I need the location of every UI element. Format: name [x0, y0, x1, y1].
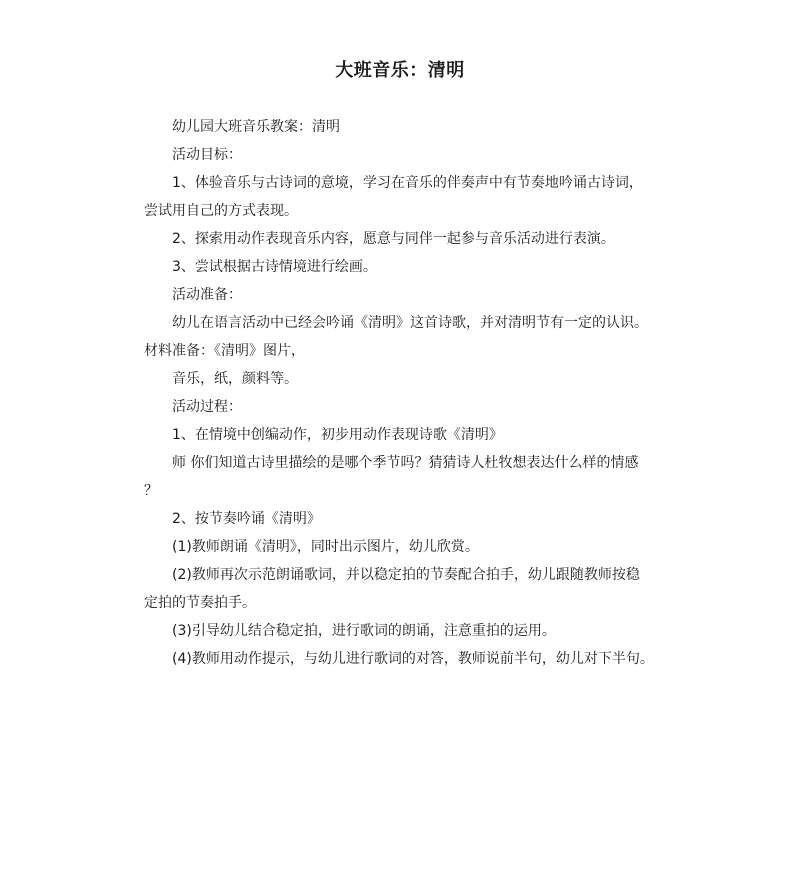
paragraph: (2)教师再次示范朗诵歌词，并以稳定拍的节奏配合拍手，幼儿跟随教师按稳 — [172, 567, 640, 583]
paragraph: 幼儿在语言活动中已经会吟诵《清明》这首诗歌，并对清明节有一定的认识。 — [172, 315, 648, 331]
paragraph: 2、按节奏吟诵《清明》 — [172, 511, 321, 527]
paragraph-continuation: 定拍的节奏拍手。 — [144, 595, 256, 611]
paragraph: (4)教师用动作提示，与幼儿进行歌词的对答，教师说前半句，幼儿对下半句。 — [172, 651, 654, 667]
document-body — [144, 113, 664, 673]
paragraph: 1、体验音乐与古诗词的意境，学习在音乐的伴奏声中有节奏地吟诵古诗词， — [172, 175, 643, 191]
paragraph-continuation: ？ — [144, 483, 158, 499]
paragraph-continuation: 尝试用自己的方式表现。 — [144, 203, 298, 219]
paragraph: (1)教师朗诵《清明》，同时出示图片，幼儿欣赏。 — [172, 539, 479, 555]
paragraph: (3)引导幼儿结合稳定拍，进行歌词的朗诵，注意重拍的运用。 — [172, 623, 556, 639]
section-heading: 活动过程： — [172, 399, 242, 415]
section-heading: 活动目标： — [172, 147, 242, 163]
paragraph: 材料准备：《清明》图片， — [144, 343, 305, 359]
paragraph: 师 你们知道古诗里描绘的是哪个季节吗？猜猜诗人杜牧想表达什么样的情感 — [172, 455, 639, 471]
paragraph: 3、尝试根据古诗情境进行绘画。 — [172, 259, 377, 275]
document-title: 大班音乐：清明 — [335, 60, 465, 81]
paragraph: 幼儿园大班音乐教案：清明 — [172, 119, 340, 135]
paragraph: 2、探索用动作表现音乐内容，愿意与同伴一起参与音乐活动进行表演。 — [172, 231, 615, 247]
paragraph: 音乐，纸，颜料等。 — [172, 371, 298, 387]
paragraph: 1、在情境中创编动作，初步用动作表现诗歌《清明》 — [172, 427, 503, 443]
section-heading: 活动准备： — [172, 287, 242, 303]
